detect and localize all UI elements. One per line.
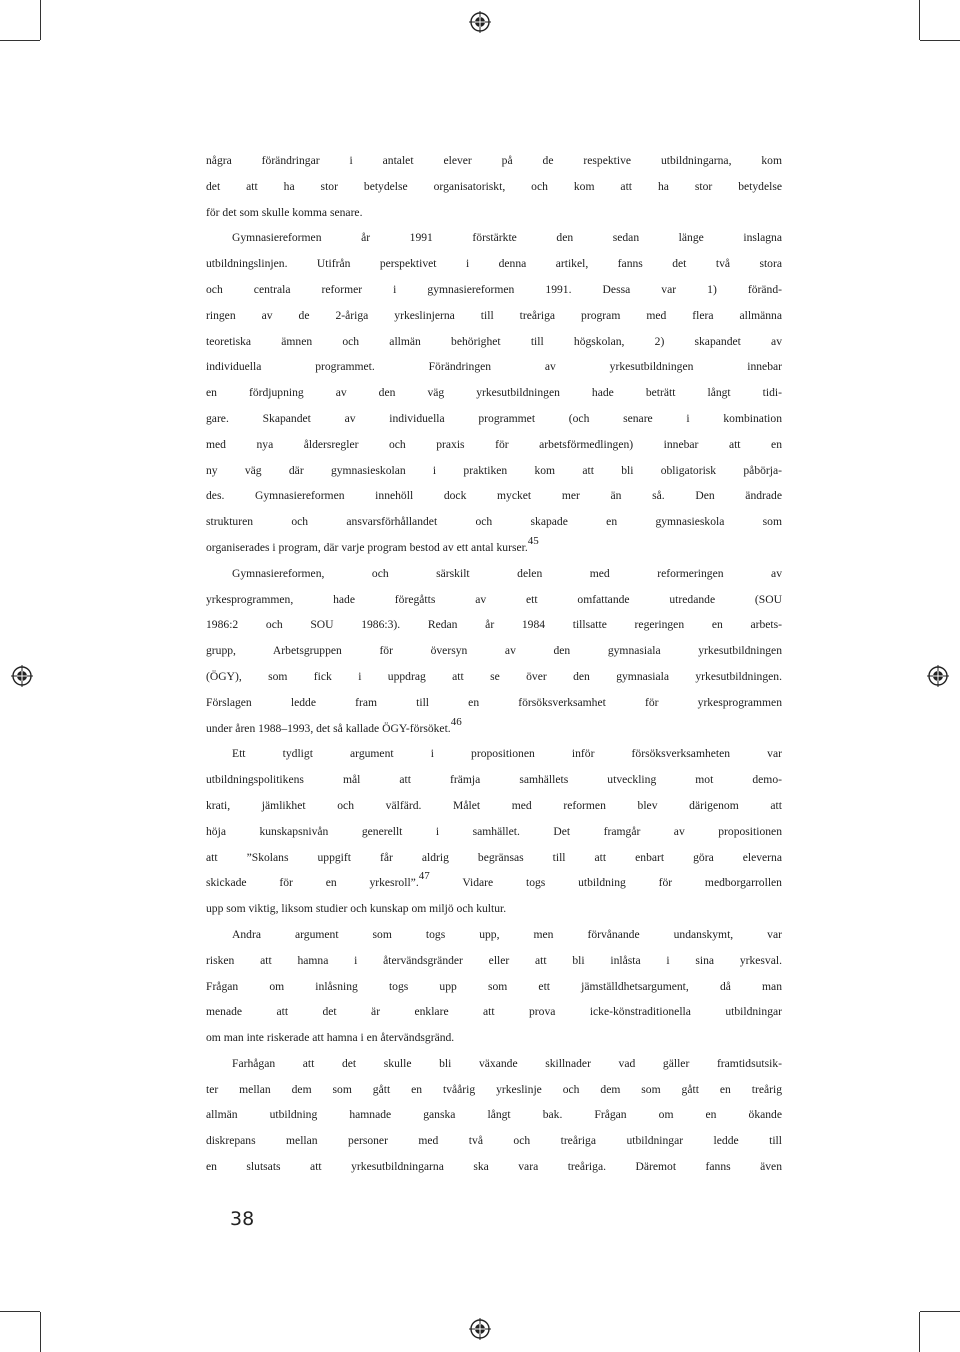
- crop-mark-top-left-horizontal: [0, 40, 40, 41]
- text-line: [206, 638, 782, 664]
- text-line: [206, 1128, 782, 1154]
- text-line-content: med nya åldersregler och praxis för arbetsförmedlingen) innebar att en: [206, 437, 782, 451]
- text-line-content: strukturen och ansvarsförhållandet och skapade en gymnasieskola som: [206, 515, 782, 529]
- text-line: [206, 716, 782, 742]
- text-line: [206, 483, 782, 509]
- text-line: [206, 1077, 782, 1103]
- text-line: [206, 587, 782, 613]
- text-line-content: och centrala reformer i gymnasiereformen 1991. Dessa var 1) föränd-: [206, 282, 782, 296]
- text-line: [206, 690, 782, 716]
- text-line: [206, 922, 782, 948]
- page-number: 38: [230, 1208, 255, 1230]
- footnote-reference: 47: [418, 870, 430, 883]
- text-line-content: höja kunskapsnivån generellt i samhället. Det framgår av propositionen: [206, 824, 782, 838]
- text-line-content: för det som skulle komma senare.: [206, 205, 363, 219]
- text-line-content: diskrepans mellan personer med två och treåriga utbildningar ledde till: [206, 1134, 782, 1148]
- registration-mark-right-icon: [927, 665, 949, 687]
- text-line: [206, 354, 782, 380]
- text-line-content: ter mellan dem som gått en tvåårig yrkeslinje och dem som gått en treårig: [206, 1082, 782, 1096]
- text-line-content: 1986:2 och SOU 1986:3). Redan år 1984 tillsatte regeringen en arbets-: [206, 618, 782, 632]
- text-line-content: en slutsats att yrkesutbildningarna ska vara treåriga. Däremot fanns även: [206, 1160, 782, 1174]
- text-line-content: upp som viktig, liksom studier och kunskap om miljö och kultur.: [206, 902, 507, 916]
- text-line-content: Frågan om inlåsning togs upp som ett jämställdhetsargument, då man: [206, 979, 782, 993]
- text-line: [206, 329, 782, 355]
- text-line: [206, 1025, 782, 1051]
- text-line-content: organiserades i program, där varje program bestod av ett antal kurser.: [206, 540, 528, 554]
- text-line: [206, 535, 782, 561]
- text-line: [206, 148, 782, 174]
- text-line-content: Förslagen ledde fram till en försöksverksamhet för yrkesprogrammen: [206, 695, 782, 709]
- text-line: [206, 561, 782, 587]
- text-line-continuation: Vidare togs utbildning för medborgarrollen: [429, 876, 782, 890]
- text-line-content: teoretiska ämnen och allmän behörighet till högskolan, 2) skapandet av: [206, 334, 782, 348]
- registration-mark-bottom-icon: [469, 1318, 491, 1340]
- text-line: [206, 1154, 782, 1180]
- footnote-reference: 46: [450, 715, 462, 728]
- text-line: [206, 174, 782, 200]
- text-line: [206, 974, 782, 1000]
- text-line-content: menade att det är enklare att prova icke-könstraditionella utbildningar: [206, 1005, 782, 1019]
- text-line-content: risken att hamna i återvändsgränder eller att bli inlåsta i sina yrkesval.: [206, 953, 782, 967]
- text-line-content: yrkesprogrammen, hade föregåtts av ett omfattande utredande (SOU: [206, 592, 782, 606]
- text-line-content: individuella programmet. Förändringen av yrkesutbildningen innebar: [206, 360, 782, 374]
- text-line: [206, 251, 782, 277]
- text-line-content: Gymnasiereformen år 1991 förstärkte den sedan länge inslagna: [232, 231, 782, 245]
- crop-mark-top-left-vertical: [40, 0, 41, 40]
- text-line-content: ny väg där gymnasieskolan i praktiken kom att bli obligatorisk påbörja-: [206, 463, 782, 477]
- text-line-content: grupp, Arbetsgruppen för översyn av den gymnasiala yrkesutbildningen: [206, 644, 782, 658]
- text-line: [206, 200, 782, 226]
- text-line: [206, 303, 782, 329]
- text-line: [206, 432, 782, 458]
- crop-mark-bottom-left-horizontal: [0, 1311, 40, 1312]
- text-line-content: att ”Skolans uppgift får aldrig begränsas till att enbart göra eleverna: [206, 850, 782, 864]
- text-line: [206, 1102, 782, 1128]
- text-line-content: under åren 1988–1993, det så kallade ÖGY-försöket.: [206, 721, 451, 735]
- text-line-content: gare. Skapandet av individuella programmet (och senare i kombination: [206, 411, 782, 425]
- body-text: [206, 148, 782, 1180]
- registration-mark-left-icon: [11, 665, 33, 687]
- text-line: [206, 948, 782, 974]
- text-line-content: några förändringar i antalet elever på de respektive utbildningarna, kom: [206, 154, 782, 167]
- text-line-content: Andra argument som togs upp, men förvånande undanskymt, var: [232, 927, 782, 941]
- crop-mark-top-right-horizontal: [920, 40, 960, 41]
- crop-mark-bottom-right-vertical: [919, 1312, 920, 1352]
- text-line-content: om man inte riskerade att hamna i en återvändsgränd.: [206, 1031, 455, 1045]
- text-line: [206, 741, 782, 767]
- text-line-content: Farhågan att det skulle bli växande skillnader vad gäller framtidsutsik-: [232, 1056, 782, 1070]
- text-line: [206, 458, 782, 484]
- text-line: [206, 277, 782, 303]
- text-line: [206, 664, 782, 690]
- text-line-content: des. Gymnasiereformen innehöll dock mycket mer än så. Den ändrade: [206, 489, 782, 503]
- text-line: [206, 612, 782, 638]
- footnote-reference: 45: [527, 534, 539, 547]
- text-line: [206, 767, 782, 793]
- text-line: [206, 380, 782, 406]
- crop-mark-top-right-vertical: [919, 0, 920, 40]
- text-line-content: Ett tydligt argument i propositionen inför försöksverksamheten var: [232, 747, 782, 761]
- crop-mark-bottom-left-vertical: [40, 1312, 41, 1352]
- text-line: [206, 870, 782, 896]
- text-line: [206, 999, 782, 1025]
- text-line-content: det att ha stor betydelse organisatoriskt, och kom att ha stor betydelse: [206, 179, 782, 193]
- text-line-content: ringen av de 2-åriga yrkeslinjerna till treåriga program med flera allmänna: [206, 308, 782, 322]
- text-line-content: krati, jämlikhet och välfärd. Målet med reformen blev därigenom att: [206, 798, 782, 812]
- text-line: [206, 225, 782, 251]
- text-line: [206, 509, 782, 535]
- text-line: [206, 819, 782, 845]
- text-line-content: utbildningslinjen. Utifrån perspektivet i denna artikel, fanns det två stora: [206, 257, 782, 271]
- text-line-content: en fördjupning av den väg yrkesutbildningen hade beträtt långt tidi-: [206, 386, 782, 400]
- text-line-content: allmän utbildning hamnade ganska långt bak. Frågan om en ökande: [206, 1108, 782, 1122]
- text-line-content: (ÖGY), som fick i uppdrag att se över den gymnasiala yrkesutbildningen.: [206, 669, 782, 683]
- text-line-content: utbildningspolitikens mål att främja samhällets utveckling mot demo-: [206, 773, 782, 787]
- text-line-content: Gymnasiereformen, och särskilt delen med reformeringen av: [232, 566, 782, 580]
- text-line: [206, 793, 782, 819]
- text-line-content: skickade för en yrkesroll”.: [206, 876, 419, 890]
- crop-mark-bottom-right-horizontal: [920, 1311, 960, 1312]
- text-line: [206, 845, 782, 871]
- text-line: [206, 1051, 782, 1077]
- text-line: [206, 896, 782, 922]
- registration-mark-top-icon: [469, 11, 491, 33]
- text-line: [206, 406, 782, 432]
